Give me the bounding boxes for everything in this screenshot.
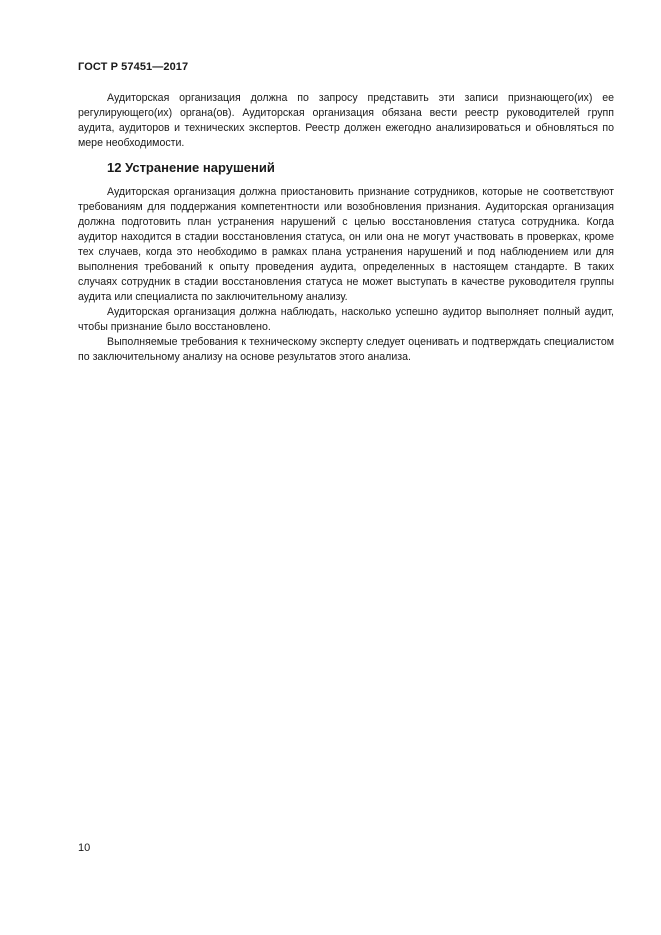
paragraph: Выполняемые требования к техническому эксперту следует оценивать и подтверждать специалистом по заключительному анализу на основе результатов этого анализа. — [78, 336, 614, 363]
intro-text — [78, 91, 614, 151]
page-number: 10 — [78, 842, 91, 854]
paragraph: Аудиторская организация должна приостановить признание сотрудников, которые не соответствуют требованиям для поддержания компетентности или возобновления признания. Аудиторская организация должна подготовить план устранения нарушений с целью восстановления статуса сотрудника. Когда аудитор находится в стадии восстановления статуса, он или она не могут участвовать в проверках, кроме тех случаев, когда это необходимо в рамках плана устранения нарушений и под наблюдением или для выполнения требований к опыту проведения аудита, определенных в настоящем стандарте. В таких случаях сотрудник в стадии восстановления статуса не может выступать в качестве руководителя группы аудита или специалиста по заключительному анализу. — [78, 186, 614, 303]
section-body — [78, 185, 614, 365]
document-standard-code: ГОСТ Р 57451—2017 — [78, 61, 189, 73]
paragraph: Аудиторская организация должна наблюдать, насколько успешно аудитор выполняет полный аудит, чтобы признание было восстановлено. — [78, 306, 614, 333]
section-title: 12 Устранение нарушений — [107, 160, 275, 175]
paragraph: Аудиторская организация должна по запросу представить эти записи признающего(их) ее регулирующего(их) органа(ов). Аудиторская организация обязана вести реестр руководителей групп аудита, аудиторов и технических экспертов. Реестр должен ежегодно анализироваться и обновляться по мере необходимости. — [78, 92, 614, 149]
